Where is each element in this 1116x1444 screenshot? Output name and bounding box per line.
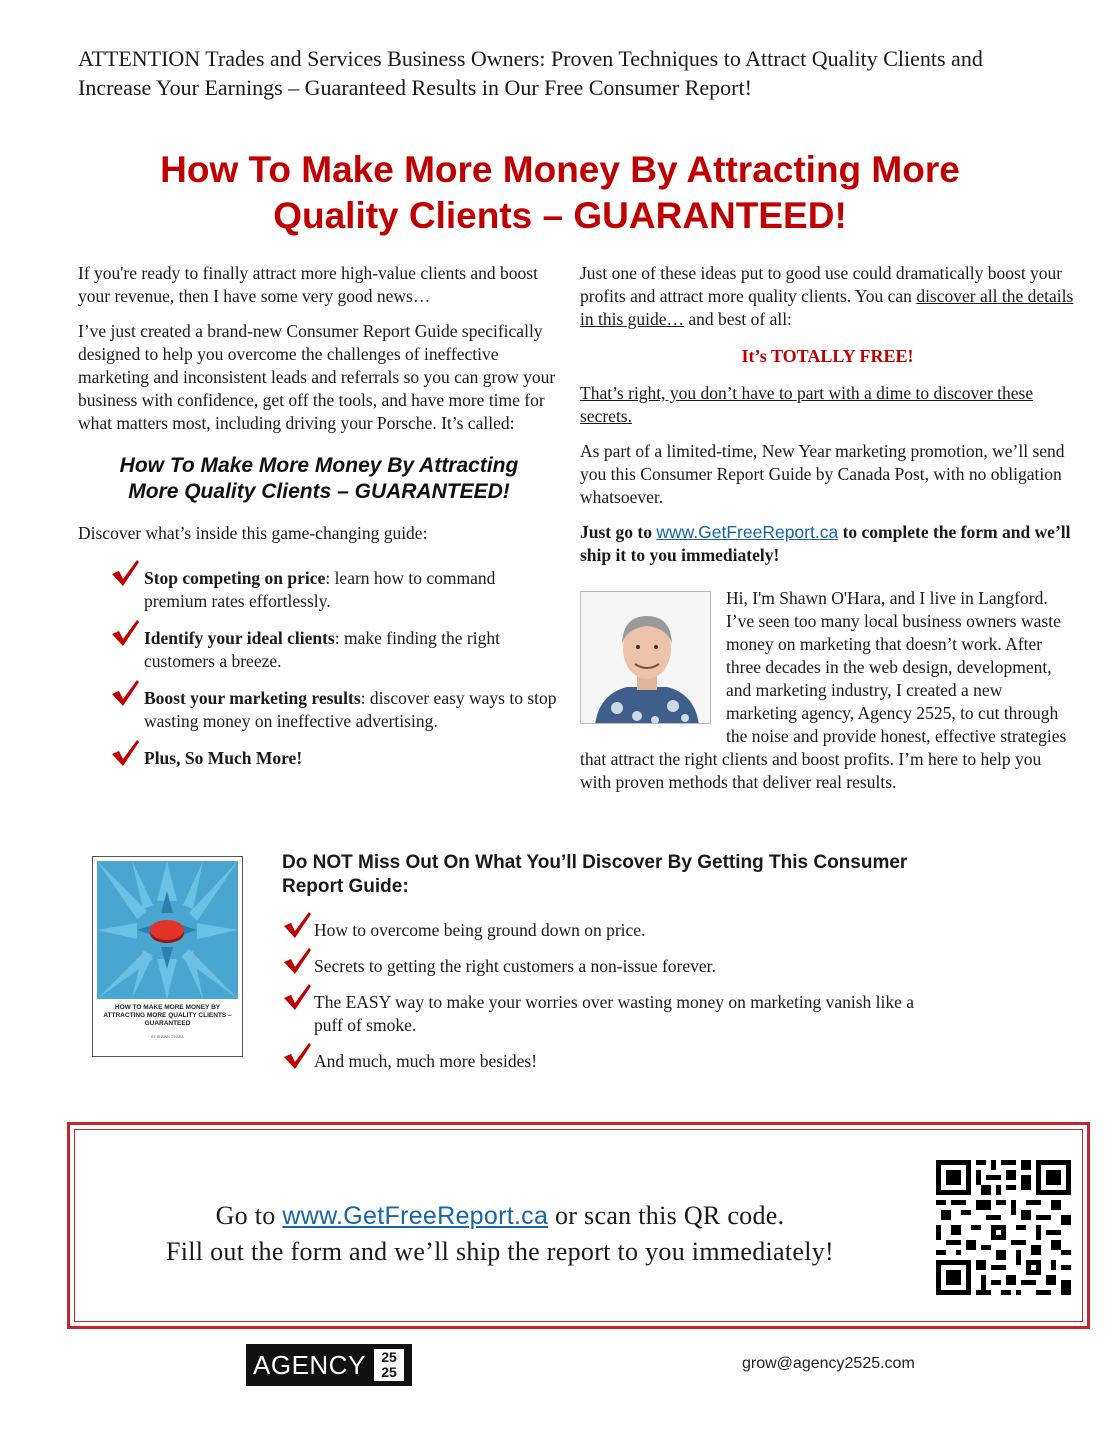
cta-line-1-start: Go to (215, 1201, 283, 1230)
benefit-text: : learn how to command premium rates effortlessly. (144, 568, 496, 611)
author-photo (580, 591, 711, 724)
discover-item-text: And much, much more besides! (314, 1051, 538, 1071)
logo-number (374, 1349, 404, 1381)
benefit-bold: Plus, So Much More! (144, 748, 303, 768)
list-item (110, 567, 560, 613)
benefit-bold: Identify your ideal clients (144, 628, 335, 648)
discover-item-text: How to overcome being ground down on price. (314, 920, 646, 940)
cta-paragraph (580, 521, 1075, 567)
checkmark-icon (110, 739, 140, 767)
cta-message (115, 1198, 885, 1269)
contact-email[interactable]: grow@agency2525.com (742, 1355, 915, 1372)
value-paragraph (580, 262, 1075, 331)
checkmark-icon (282, 947, 312, 975)
discover-intro: Discover what’s inside this game-changing guide: (78, 523, 428, 543)
guide-title-line-1: How To Make More Money By Attracting (119, 454, 519, 477)
left-column (78, 262, 560, 784)
list-item (282, 919, 922, 942)
report-cover-image (92, 856, 243, 1057)
list-item (282, 955, 922, 978)
right-column (580, 262, 1075, 806)
list-item (282, 991, 922, 1037)
attention-banner: ATTENTION Trades and Services Business Owners: Proven Techniques to Attract Quality Clients and Increase Your Earnings – Guaranteed Results in Our Free Consumer Report! (78, 46, 983, 100)
promotion-paragraph: As part of a limited-time, New Year marketing promotion, we’ll send you this Consumer Report Guide by Canada Post, with no obligation whatsoever. (580, 441, 1065, 507)
checkmark-icon (282, 911, 312, 939)
discover-section (282, 851, 922, 1086)
checkmark-icon (282, 1042, 312, 1070)
value-text: Just one of these ideas put to good use could dramatically boost your profits and attract more quality clients. You can (580, 263, 1063, 306)
benefit-list (110, 567, 560, 770)
benefit-bold: Stop competing on price (144, 568, 326, 588)
discover-list (282, 919, 922, 1073)
list-item (110, 627, 560, 673)
guide-title (78, 453, 560, 505)
benefit-text: : make finding the right customers a breeze. (144, 628, 500, 671)
checkmark-icon (282, 983, 312, 1011)
no-cost-paragraph: That’s right, you don’t have to part with a dime to discover these secrets. (580, 383, 1034, 426)
list-item (110, 747, 560, 770)
cta-text: Just go to (580, 522, 657, 542)
benefit-text: : discover easy ways to stop wasting money on ineffective advertising. (144, 688, 557, 731)
checkmark-icon (110, 679, 140, 707)
details-underlined: discover all the details in this guide… (580, 286, 1074, 329)
checkmark-icon (110, 559, 140, 587)
logo-word: AGENCY (253, 1350, 366, 1380)
cta-text-end: to complete the form and we’ll ship it to you immediately! (580, 522, 1071, 565)
logo-num-top: 25 (381, 1349, 397, 1365)
cta-line-2: Fill out the form and we’ll ship the report to you immediately! (165, 1237, 835, 1266)
discover-item-text: Secrets to getting the right customers a non-issue forever. (314, 956, 716, 976)
intro-paragraph: If you're ready to finally attract more high-value clients and boost your revenue, then I have some very good news… (78, 263, 538, 306)
cover-art (97, 861, 238, 999)
main-headline (60, 147, 1060, 239)
free-callout: It’s TOTALLY FREE! (741, 346, 914, 366)
agency-logo (246, 1344, 412, 1386)
guide-description: I’ve just created a brand-new Consumer Report Guide specifically designed to help you overcome the challenges of ineffective marketing and inconsistent leads and referrals so you can grow your business with confidence, get off the tools, and have more time for what matters most, including driving your Porsche. It’s called: (78, 321, 556, 433)
guide-title-line-2: More Quality Clients – GUARANTEED! (128, 480, 510, 503)
list-item (110, 687, 560, 733)
report-link[interactable]: www.GetFreeReport.ca (656, 522, 839, 542)
cta-report-link[interactable]: www.GetFreeReport.ca (282, 1202, 549, 1230)
headline-line-2: Quality Clients – GUARANTEED! (273, 195, 847, 236)
cta-box (67, 1122, 1090, 1329)
value-text-end: and best of all: (684, 309, 792, 329)
checkmark-icon (110, 619, 140, 647)
cta-inner-border (74, 1129, 1083, 1322)
discover-heading: Do NOT Miss Out On What You’ll Discover By Getting This Consumer Report Guide: (282, 852, 908, 897)
cover-author: BY SHAWN O'HARA (151, 1035, 184, 1039)
discover-item-text: The EASY way to make your worries over wasting money on marketing vanish like a puff of smoke. (314, 992, 915, 1035)
logo-num-bottom: 25 (381, 1364, 397, 1380)
author-bio: Hi, I'm Shawn O'Hara, and I live in Langford. I’ve seen too many local business owners waste money on marketing that doesn’t work. After three decades in the web design, development, and marketing industry, I created a new marketing agency, Agency 2525, to cut through the noise and provide honest, effective strategies that attract the right clients and boost profits. I’m here to help you with proven methods that deliver real results. (580, 588, 1067, 792)
list-item (282, 1050, 922, 1073)
benefit-bold: Boost your marketing results (144, 688, 361, 708)
cta-line-1 (115, 1198, 885, 1234)
cover-title: HOW TO MAKE MORE MONEY BY ATTRACTING MORE QUALITY CLIENTS – GUARANTEED (103, 1004, 232, 1027)
qr-code-icon[interactable] (936, 1160, 1071, 1295)
headline-line-1: How To Make More Money By Attracting More (160, 149, 960, 190)
cta-line-1-end: or scan this QR code. (548, 1201, 785, 1230)
